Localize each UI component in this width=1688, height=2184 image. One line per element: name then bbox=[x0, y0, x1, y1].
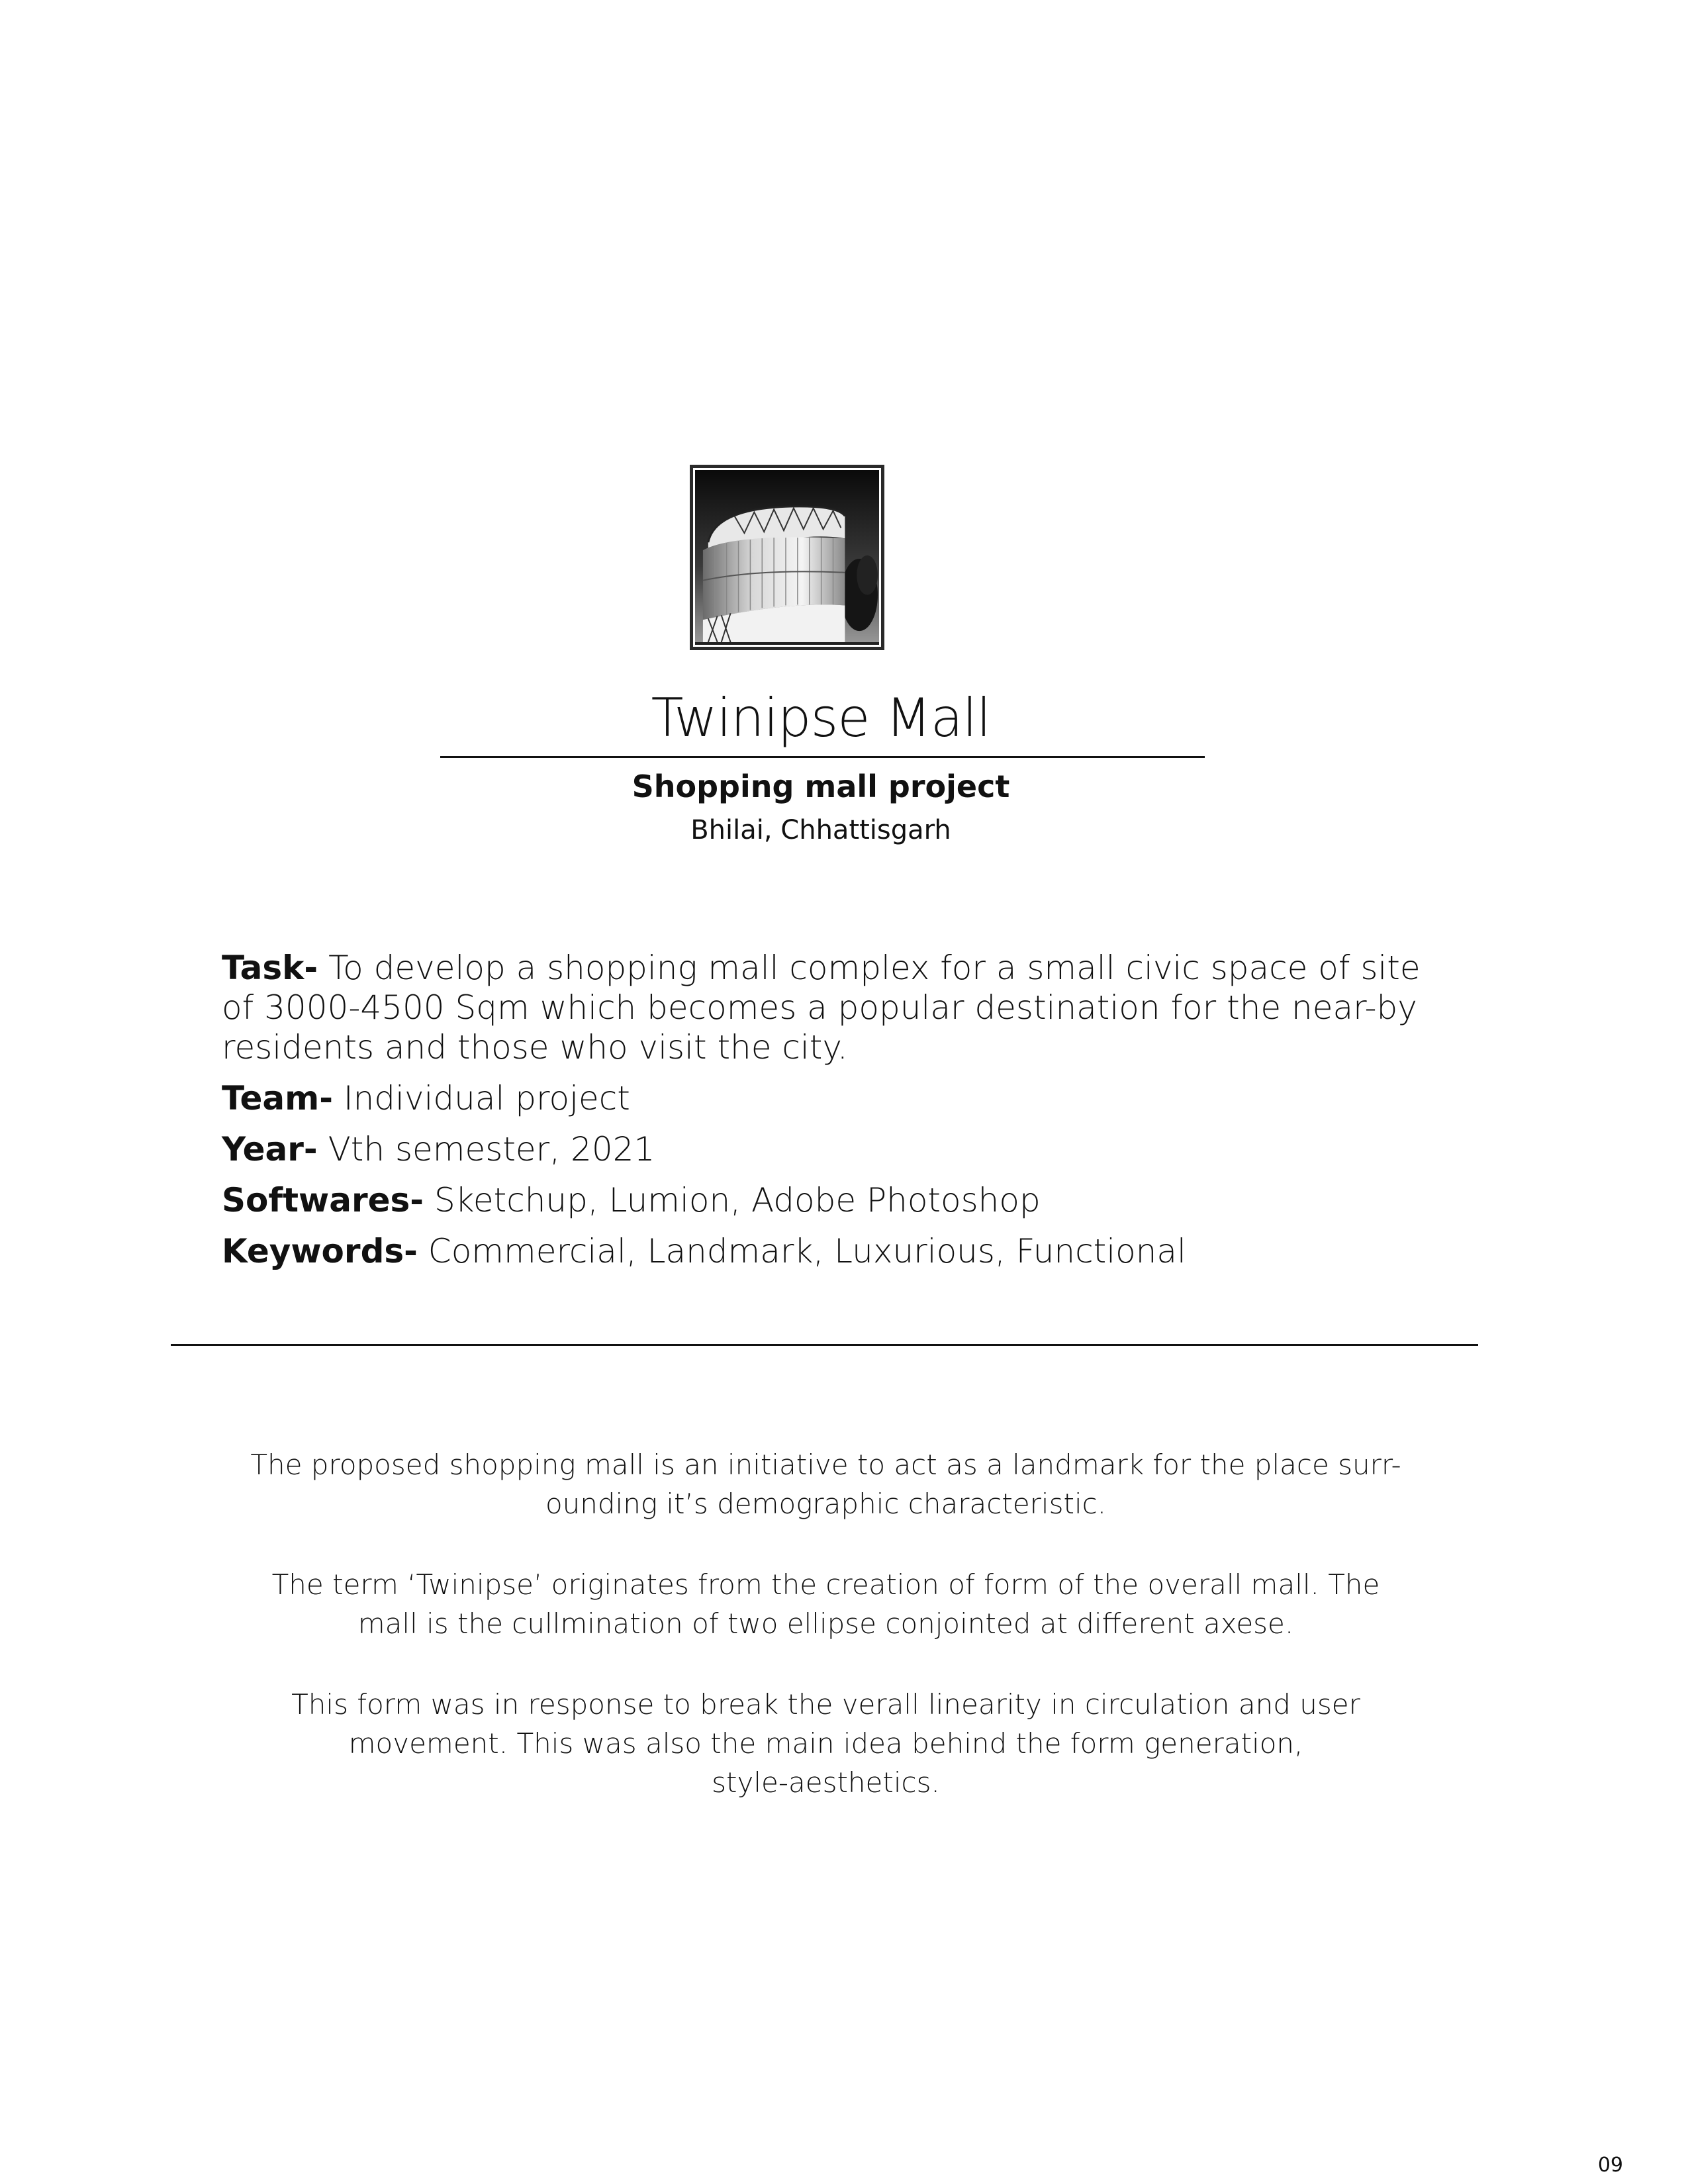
project-subtitle: Shopping mall project bbox=[632, 769, 1010, 804]
description-p1-line1: The proposed shopping mall is an initiative to act as a landmark for the place surr- bbox=[250, 1448, 1401, 1481]
keywords-row bbox=[222, 1231, 1473, 1271]
description-p2-line1: The term ‘Twinipse’ originates from the creation of form of the overall mall. The bbox=[271, 1568, 1380, 1601]
keywords-label: Keywords- bbox=[222, 1232, 418, 1270]
year-row bbox=[222, 1129, 1473, 1169]
description-p2-line2: mall is the cullmination of two ellipse conjointed at different axese. bbox=[357, 1607, 1294, 1640]
title-divider bbox=[440, 756, 1205, 758]
mall-building-image bbox=[695, 470, 879, 645]
softwares-row bbox=[222, 1180, 1473, 1220]
description-p3-line3: style-aesthetics. bbox=[712, 1766, 940, 1799]
description-p1-line2: ounding it’s demographic characteristic. bbox=[545, 1488, 1107, 1520]
description-p3-line2: movement. This was also the main idea behind the form generation, bbox=[348, 1727, 1303, 1760]
section-divider bbox=[171, 1344, 1478, 1346]
year-value: Vth semester, 2021 bbox=[328, 1130, 655, 1168]
page-number: 09 bbox=[1597, 2154, 1623, 2177]
project-location: Bhilai, Chhattisgarh bbox=[690, 815, 951, 845]
softwares-value: Sketchup, Lumion, Adobe Photoshop bbox=[434, 1181, 1041, 1219]
softwares-label: Softwares- bbox=[222, 1181, 424, 1219]
description-paragraph-3 bbox=[218, 1685, 1433, 1802]
project-title: Twinipse Mall bbox=[651, 687, 991, 749]
task-text-line2: of 3000-4500 Sqm which becomes a popular destination for the near-by bbox=[222, 988, 1417, 1027]
task-label: Task- bbox=[222, 949, 318, 987]
keywords-value: Commercial, Landmark, Luxurious, Functional bbox=[428, 1232, 1186, 1270]
task-text-line3: residents and those who visit the city. bbox=[222, 1028, 848, 1067]
task-text-line1: To develop a shopping mall complex for a small civic space of site bbox=[328, 949, 1421, 987]
team-label: Team- bbox=[222, 1079, 333, 1117]
project-description bbox=[218, 1445, 1433, 1844]
description-paragraph-1 bbox=[218, 1445, 1433, 1523]
task-row bbox=[222, 948, 1473, 1067]
year-label: Year- bbox=[222, 1130, 318, 1168]
project-details bbox=[222, 948, 1473, 1282]
description-p3-line1: This form was in response to break the verall linearity in circulation and user bbox=[291, 1688, 1360, 1721]
team-value: Individual project bbox=[343, 1079, 630, 1117]
description-paragraph-2 bbox=[218, 1565, 1433, 1643]
project-thumbnail bbox=[690, 465, 884, 650]
team-row bbox=[222, 1078, 1473, 1118]
